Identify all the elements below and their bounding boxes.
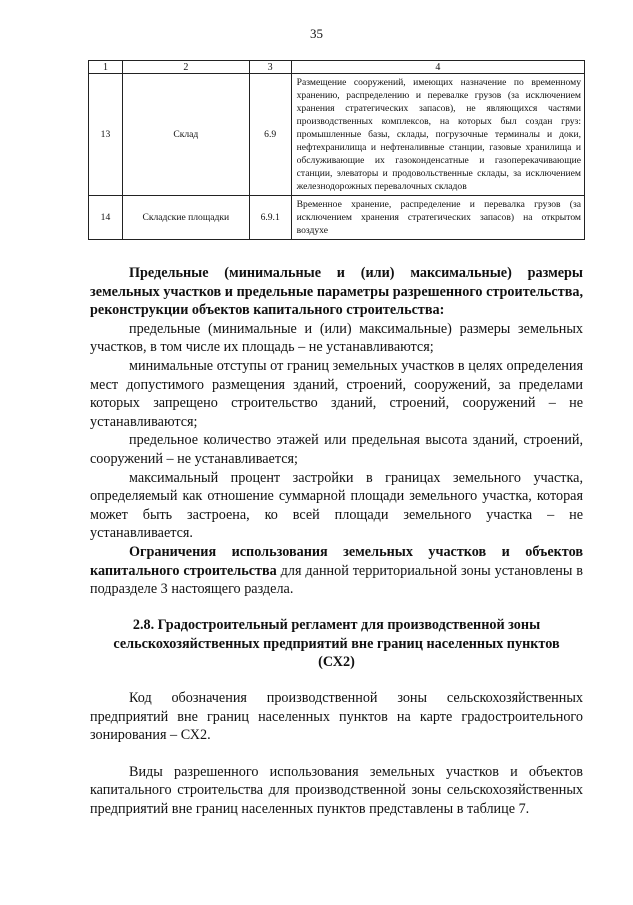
table-header-cell: 4 (291, 61, 584, 74)
section-heading: 2.8. Градостроительный регламент для производственной зоны сельскохозяйственных предприятий вне границ населенных пунктов (СХ2) (113, 617, 560, 671)
limits-section (90, 264, 583, 599)
restrictions-bold: Ограничения использования земельных участков и объектов капитального строительства (90, 543, 583, 579)
use-type-description: Временное хранение, распределение и перевалка грузов (за исключением хранения стратегических запасов) на открытом воздухе (291, 196, 584, 240)
limit-item: предельные (минимальные и (или) максимальные) размеры земельных участков, в том числе их площадь – не устанавливаются; (90, 320, 583, 356)
limit-item: максимальный процент застройки в границах земельного участка, определяемый как отношение суммарной площади земельного участка, которая может быть застроена, ко всей площади земельного участка – не устанавливается. (90, 469, 583, 542)
table-header-row (89, 61, 585, 74)
use-types-paragraph: Виды разрешенного использования земельных участков и объектов капитального строительства для производственной зоны сельскохозяйственных предприятий вне границ населенных пунктов представлены в таблице 7. (90, 763, 583, 817)
restrictions-paragraph (90, 543, 583, 599)
limit-item: минимальные отступы от границ земельных участков в целях определения мест допустимого размещения зданий, строений, сооружений, за пределами которых запрещено строительство зданий, строений, сооружений – не устанавливаются; (90, 357, 583, 430)
page-number: 35 (310, 26, 323, 41)
table-header-cell: 1 (89, 61, 123, 74)
zone-code-paragraph: Код обозначения производственной зоны сельскохозяйственных предприятий вне границ населенных пунктов на карте градостроительного зонирования – СХ2. (90, 690, 583, 744)
use-type-code: 6.9.1 (249, 196, 291, 240)
limit-item: предельное количество этажей или предельная высота зданий, строений, сооружений – не устанавливается; (90, 432, 583, 467)
use-type-code: 6.9 (249, 74, 291, 196)
section-body (90, 689, 583, 819)
restrictions-text: для данной территориальной зоны установлены в подразделе 3 настоящего раздела. (90, 562, 584, 598)
table-header-cell: 2 (122, 61, 249, 74)
use-type-name: Склад (122, 74, 249, 196)
table-row (89, 196, 585, 240)
table-header-cell: 3 (249, 61, 291, 74)
limits-heading: Предельные (минимальные и (или) максимальные) размеры земельных участков и предельные параметры разрешенного строительства, реконструкции объектов капитального строительства: (90, 265, 583, 319)
land-use-table (88, 60, 585, 240)
row-number: 14 (89, 196, 123, 240)
use-type-name: Складские площадки (122, 196, 249, 240)
table-row (89, 74, 585, 196)
use-type-description: Размещение сооружений, имеющих назначение по временному хранению, распределению и перевалке грузов (за исключением хранения стратегических запасов), не являющихся частями производственных комплексов, на которых был создан груз: промышленные базы, склады, погрузочные терминалы и доки, нефтехранилища и нефтеналивные станции, газовые хранилища и обслуживающие их газоконденсатные и газоперекачивающие станции, элеваторы и продовольственные склады, за исключением железнодорожных перевалочных складов (291, 74, 584, 196)
row-number: 13 (89, 74, 123, 196)
